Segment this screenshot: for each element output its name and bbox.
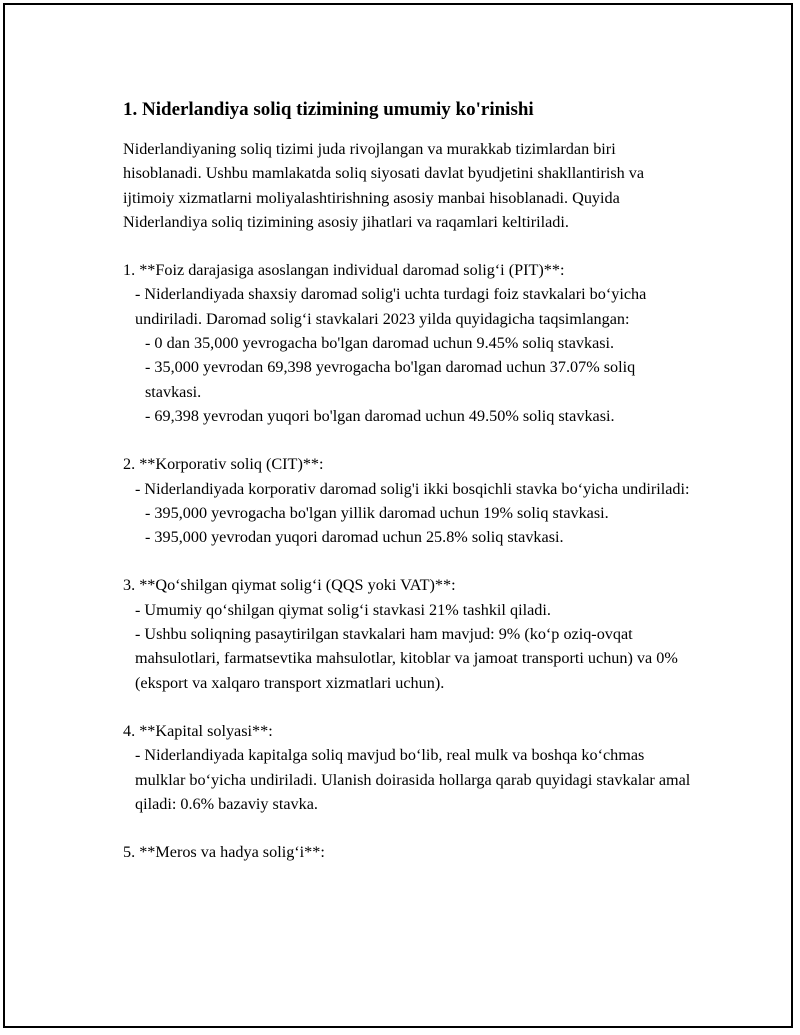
section-subitem: - 35,000 yevrodan 69,398 yevrogacha bo'lgan daromad uchun 37.07% soliq stavkasi. — [145, 358, 640, 401]
section-title: 3. **Qo‘shilgan qiymat solig‘i (QQS yoki VAT)**: — [123, 576, 456, 595]
section-item: - Niderlandiyada kapitalga soliq mavjud bo‘lib, real mulk va boshqa ko‘chmas mulklar bo‘yicha undiriladi. Ulanish doirasida hollarga qarab quyidagi stavkalar amal qiladi: 0.6% bazaviy stavka. — [135, 746, 695, 813]
section-heading: 1. Niderlandiya soliq tizimining umumiy ko'rinishi — [123, 99, 534, 120]
section-subitem: - 0 dan 35,000 yevrogacha bo'lgan daromad uchun 9.45% soliq stavkasi. — [145, 334, 615, 353]
section-item: - Niderlandiyada korporativ daromad solig'i ikki bosqichli stavka bo‘yicha undiriladi: — [135, 479, 690, 498]
section-inheritance — [123, 840, 693, 864]
section-item: - Niderlandiyada shaxsiy daromad solig'i uchta turdagi foiz stavkalari bo‘yicha undiriladi. Daromad solig‘i stavkalari 2023 yilda quyidagicha taqsimlangan: — [135, 285, 651, 328]
document-content — [123, 97, 693, 888]
section-capital — [123, 719, 693, 816]
section-title: 5. **Meros va hadya solig‘i**: — [123, 843, 325, 862]
section-vat — [123, 573, 693, 694]
section-cit — [123, 452, 693, 549]
intro-paragraph: Niderlandiyaning soliq tizimi juda rivojlangan va murakkab tizimlardan biri hisoblanadi. Ushbu mamlakatda soliq siyosati davlat byudjetini shakllantirish va ijtimoiy xizmatlarni moliyalashtirishning asosiy manbai hisoblanadi. Quyida Niderlandiya soliq tizimining asosiy jihatlari va raqamlari keltiriladi. — [123, 140, 645, 231]
section-item: - Ushbu soliqning pasaytirilgan stavkalari ham mavjud: 9% (ko‘p oziq-ovqat mahsulotlari, farmatsevtika mahsulotlar, kitoblar va jamoat transporti uchun) va 0% (eksport va xalqaro transport xizmatlari uchun). — [135, 625, 682, 692]
section-subitem: - 395,000 yevrogacha bo'lgan yillik daromad uchun 19% soliq stavkasi. — [145, 503, 609, 522]
section-item: - Umumiy qo‘shilgan qiymat solig‘i stavkasi 21% tashkil qiladi. — [135, 600, 551, 619]
section-title: 4. **Kapital solyasi**: — [123, 721, 273, 740]
section-title: 1. **Foiz darajasiga asoslangan individual daromad solig‘i (PIT)**: — [123, 261, 565, 280]
document-page — [3, 3, 793, 1028]
section-title: 2. **Korporativ soliq (CIT)**: — [123, 455, 324, 474]
section-subitem: - 69,398 yevrodan yuqori bo'lgan daromad uchun 49.50% soliq stavkasi. — [145, 406, 615, 425]
section-pit — [123, 258, 693, 428]
section-subitem: - 395,000 yevrodan yuqori daromad uchun 25.8% soliq stavkasi. — [145, 528, 564, 547]
